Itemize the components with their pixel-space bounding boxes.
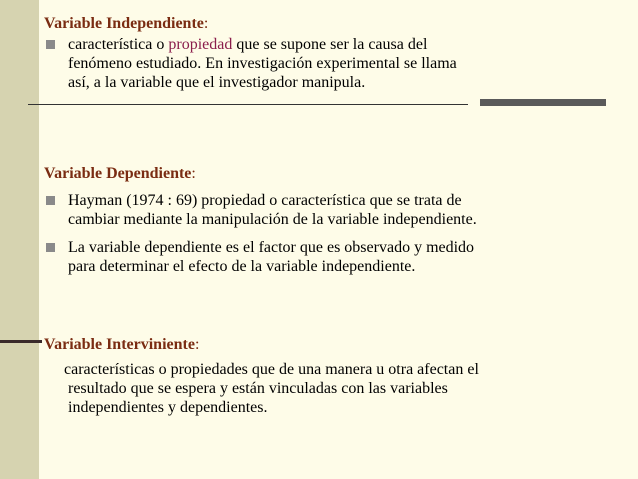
dependiente-2-line-1: La variable dependiente es el factor que es observado y medido [68,239,475,256]
text-segment: característica o [68,36,169,53]
dependiente-2-line-2: para determinar el efecto de la variable independiente. [68,258,416,275]
bullet-dependiente-1 [44,191,634,231]
heading-colon: : [194,336,200,353]
dependiente-1-line-2: cambiar mediante la manipulación de la variable independiente. [68,211,477,228]
heading-colon: : [191,165,196,182]
heading-text: Variable Interviniente [44,336,195,353]
independiente-line-1 [68,35,427,54]
left-sidebar-band [0,0,39,479]
independiente-line-3: así, a la variable que el investigador manipula. [68,74,366,91]
square-bullet-icon [46,243,55,252]
heading-text: Variable Dependiente [44,165,192,182]
heading-variable-interviniente [44,335,199,354]
dependiente-1-line-1: Hayman (1974 : 69) propiedad o característica que se trata de [68,192,462,209]
text-segment: que se supone ser la causa del [232,36,428,53]
bullet-independiente [44,35,634,111]
heading-text: Variable Independiente [44,15,204,32]
interviniente-line-3: independientes y dependientes. [68,399,268,416]
highlighted-word: propiedad [168,36,233,53]
independiente-line-2: fenómeno estudiado. En investigación experimental se llama [68,55,457,72]
square-bullet-icon [46,40,55,49]
bullet-dependiente-2 [44,238,634,278]
divider-rule-middle-left [0,340,42,343]
heading-variable-dependiente [44,164,196,183]
square-bullet-icon [46,196,55,205]
heading-variable-independiente [44,14,208,33]
heading-colon: : [203,15,209,32]
interviniente-line-2: resultado que se espera y están vinculadas con las variables [68,380,448,397]
interviniente-line-1: características o propiedades que de una manera u otra afectan el [64,361,479,378]
